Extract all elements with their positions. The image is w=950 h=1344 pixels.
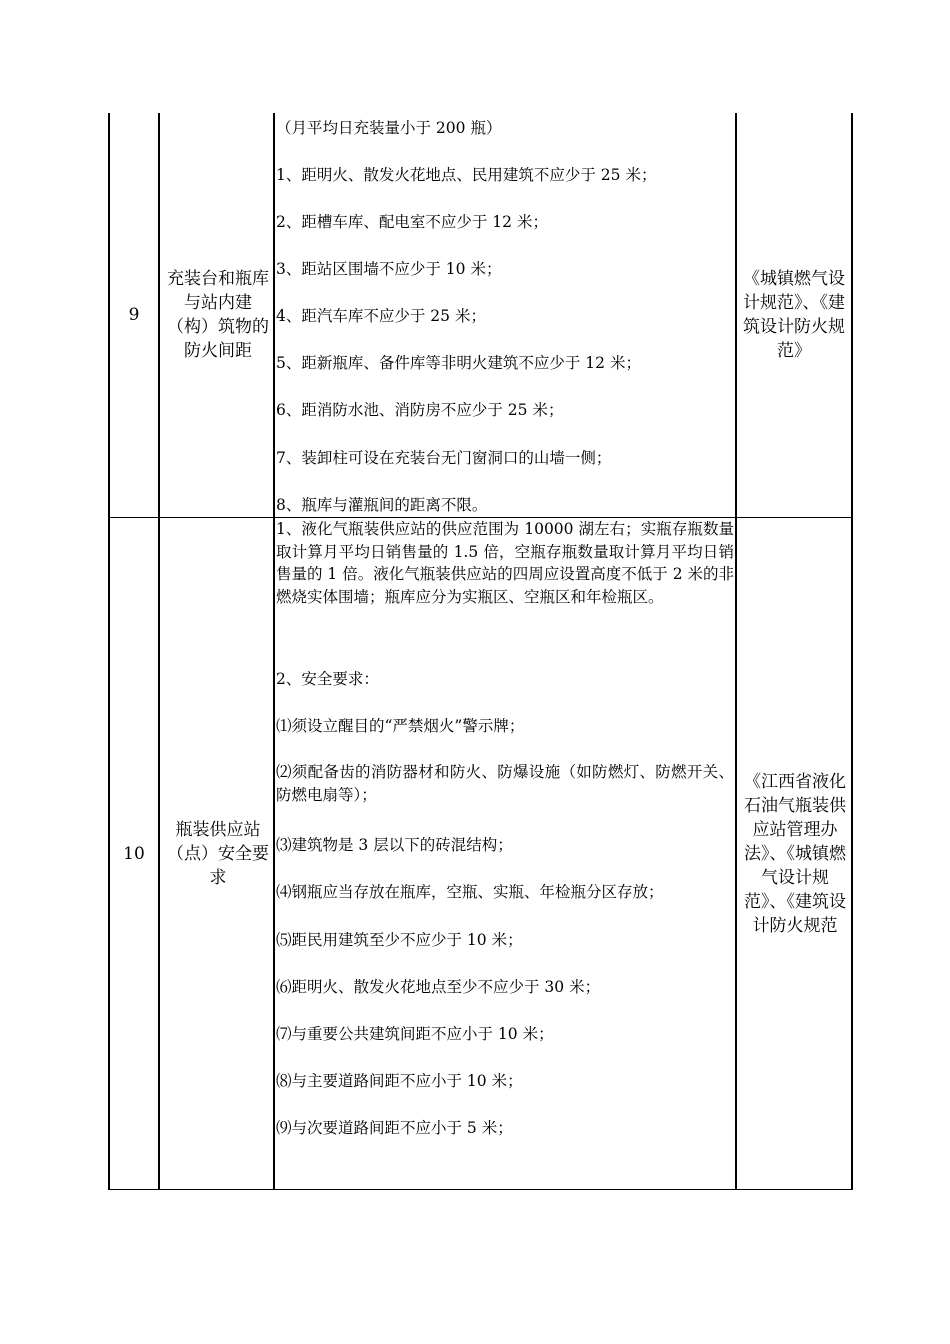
requirement-item: ⑹距明火、散发火花地点至少不应少于 30 米； [276,978,601,996]
item-name: 瓶装供应站（点）安全要求 [167,819,269,888]
content-line: 3、距站区围墙不应少于 10 米； [276,260,502,278]
requirement-item: ⑵须配备齿的消防器材和防火、防爆设施（如防燃灯、防燃开关、防燃电扇等）； [276,763,734,804]
column-divider-3 [735,113,737,1190]
basis-text: 《江西省液化石油气瓶装供应站管理办法》、《城镇燃气设计规范》、《建筑设计防火规范 [744,771,846,936]
requirement-item: ⑴须设立醒目的“严禁烟火”警示牌； [276,717,525,735]
content-line: （月平均日充装量小于 200 瓶） [276,119,502,137]
content-line: 5、距新瓶库、备件库等非明火建筑不应少于 12 米； [276,354,641,372]
requirement-item: ⑺与重要公共建筑间距不应小于 10 米； [276,1025,554,1043]
requirement-item: ⑸距民用建筑至少不应少于 10 米； [276,931,523,949]
content-line: 8、瓶库与灌瓶间的距离不限。 [276,496,488,514]
basis-text: 《城镇燃气设计规范》、《建筑设计防火规范》 [743,269,845,361]
subheading: 2、安全要求： [276,670,379,688]
item-name: 充装台和瓶库与站内建（构）筑物的防火间距 [167,269,269,361]
content-line: 7、装卸柱可设在充装台无门窗洞口的山墙一侧； [276,449,612,467]
table-border-right [851,113,853,1190]
content-line: 6、距消防水池、消防房不应少于 25 米； [276,401,564,419]
requirement-item: ⑷钢瓶应当存放在瓶库，空瓶、实瓶、年检瓶分区存放； [276,883,664,901]
content-line: 2、距槽车库、配电室不应少于 12 米； [276,213,548,231]
table-border-bottom [108,1189,853,1190]
content-line: 4、距汽车库不应少于 25 米； [276,307,486,325]
column-divider-1 [158,113,160,1190]
row-number: 10 [123,843,145,864]
content-line: 1、距明火、散发火花地点、民用建筑不应少于 25 米； [276,166,657,184]
row-number: 9 [128,305,140,325]
requirement-item: ⑶建筑物是 3 层以下的砖混结构； [276,836,513,854]
requirement-item: ⑻与主要道路间距不应小于 10 米； [276,1072,523,1090]
column-divider-2 [273,113,275,1190]
requirement-item: ⑼与次要道路间距不应小于 5 米； [276,1119,513,1137]
intro-paragraph: 1、液化气瓶装供应站的供应范围为 10000 湖左右；实瓶存瓶数量取计算月平均日销售量的 1.5 倍，空瓶存瓶数量取计算月平均日销售量的 1 倍。液化气瓶装供应站的四周应设置高度不低于 2 米的非燃烧实体围墙；瓶库应分为实瓶区、空瓶区和年检瓶区。 [276,520,734,606]
